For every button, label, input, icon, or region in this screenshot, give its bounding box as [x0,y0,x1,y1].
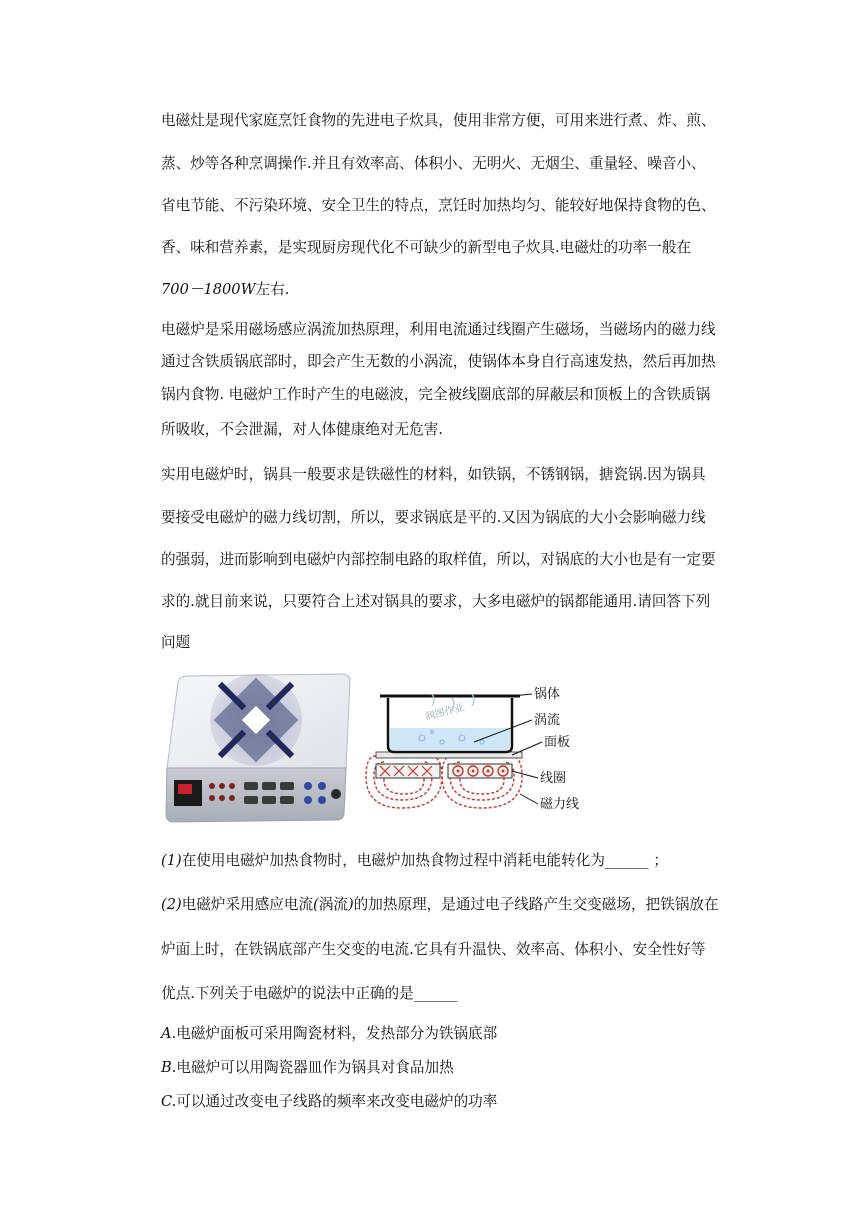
paragraph3-line1: 实用电磁炉时，锅具一般要求是铁磁性的材料，如铁锅，不锈钢锅，搪瓷锅.因为锅具 [161,466,706,483]
question1 [161,851,668,871]
paragraph2-line3: 锅内食物. 电磁炉工作时产生的电磁波，完全被线圈底部的屏蔽层和顶板上的含铁质锅 [161,386,711,403]
label-pot: 锅体 [534,686,561,701]
paragraph3-line3: 的强弱，进而影响到电磁炉内部控制电路的取样值，所以，对锅底的大小也是有一定要 [161,551,716,568]
option-a [161,1024,497,1044]
paragraph1-line2: 蒸、炒等各种烹调操作.并且有效率高、体积小、无明火、无烟尘、重量轻、噪音小、 [161,155,706,172]
power-range-suffix: 左右. [255,281,290,298]
option-a-text: 电磁炉面板可采用陶瓷材料，发热部分为铁锅底部 [176,1025,498,1042]
option-b [161,1058,454,1078]
paragraph2-line1: 电磁炉是采用磁场感应涡流加热原理，利用电流通过线圈产生磁场，当磁场内的磁力线 [161,321,716,338]
option-b-letter: B. [161,1059,177,1076]
question2-line1 [161,895,719,915]
question2-line3: 优点.下列关于电磁炉的说法中正确的是______ [161,985,458,1002]
question2-paren-open: ( [313,896,319,913]
paragraph1-line3: 省电节能、不污染环境、安全卫生的特点，烹饪时加热均匀、能较好地保持食物的色、 [161,197,716,214]
option-b-text: 电磁炉可以用陶瓷器皿作为锅具对食品加热 [176,1059,454,1076]
option-c-text: 可以通过改变电子线路的频率来改变电磁炉的功率 [176,1093,498,1110]
option-c [161,1092,497,1112]
question2-text-a: 电磁炉采用感应电流 [181,896,314,913]
paragraph1-line1: 电磁灶是现代家庭烹饪食物的先进电子炊具，使用非常方便，可用来进行煮、炸、煎、 [161,112,716,129]
question2-text-c: 的加热原理，是通过电子线路产生交变磁场，把铁锅放在 [353,896,719,913]
question2-paren-close: ) [347,896,354,913]
paragraph2-line2: 通过含铁质锅底部时，即会产生无数的小涡流，使锅体本身自行高速发热，然后再加热 [161,353,716,370]
paragraph3-line4: 求的.就目前来说，只要符合上述对锅具的要求，大多电磁炉的锅都能通用.请回答下列 [161,593,711,610]
option-a-letter: A. [161,1025,177,1042]
power-range-value: 700－1800W [161,281,256,298]
paragraph1-line4: 香、味和营养素，是实现厨房现代化不可缺少的新型电子炊具.电磁灶的功率一般在 [161,239,692,256]
label-panel: 面板 [544,734,571,749]
label-coil: 线圈 [540,770,567,785]
question1-number: (1) [161,852,182,869]
paragraph2-line4: 所吸收，不会泄漏，对人体健康绝对无危害. [161,421,443,438]
paragraph3-line5: 问题 [161,634,191,651]
induction-cooker-photo [160,668,360,828]
paragraph3-line2: 要接受电磁炉的磁力线切割，所以，要求锅底是平的.又因为锅底的大小会影响磁力线 [161,509,706,526]
label-field-lines: 磁力线 [540,796,580,811]
paragraph1-line5 [161,280,289,300]
option-c-letter: C. [161,1093,177,1110]
question2-number: (2) [161,896,182,913]
question2-line2: 炉面上时，在铁锅底部产生交变的电流.它具有升温快、效率高、体积小、安全性好等 [161,941,706,958]
question2-text-b: 涡流 [318,896,348,913]
question1-text: 在使用电磁炉加热食物时，电磁炉加热食物过程中消耗电能转化为______ ； [181,852,668,869]
diagram-watermark: 润图作业 [424,702,466,723]
label-eddy-current: 涡流 [534,712,561,727]
induction-heating-diagram [362,676,612,826]
